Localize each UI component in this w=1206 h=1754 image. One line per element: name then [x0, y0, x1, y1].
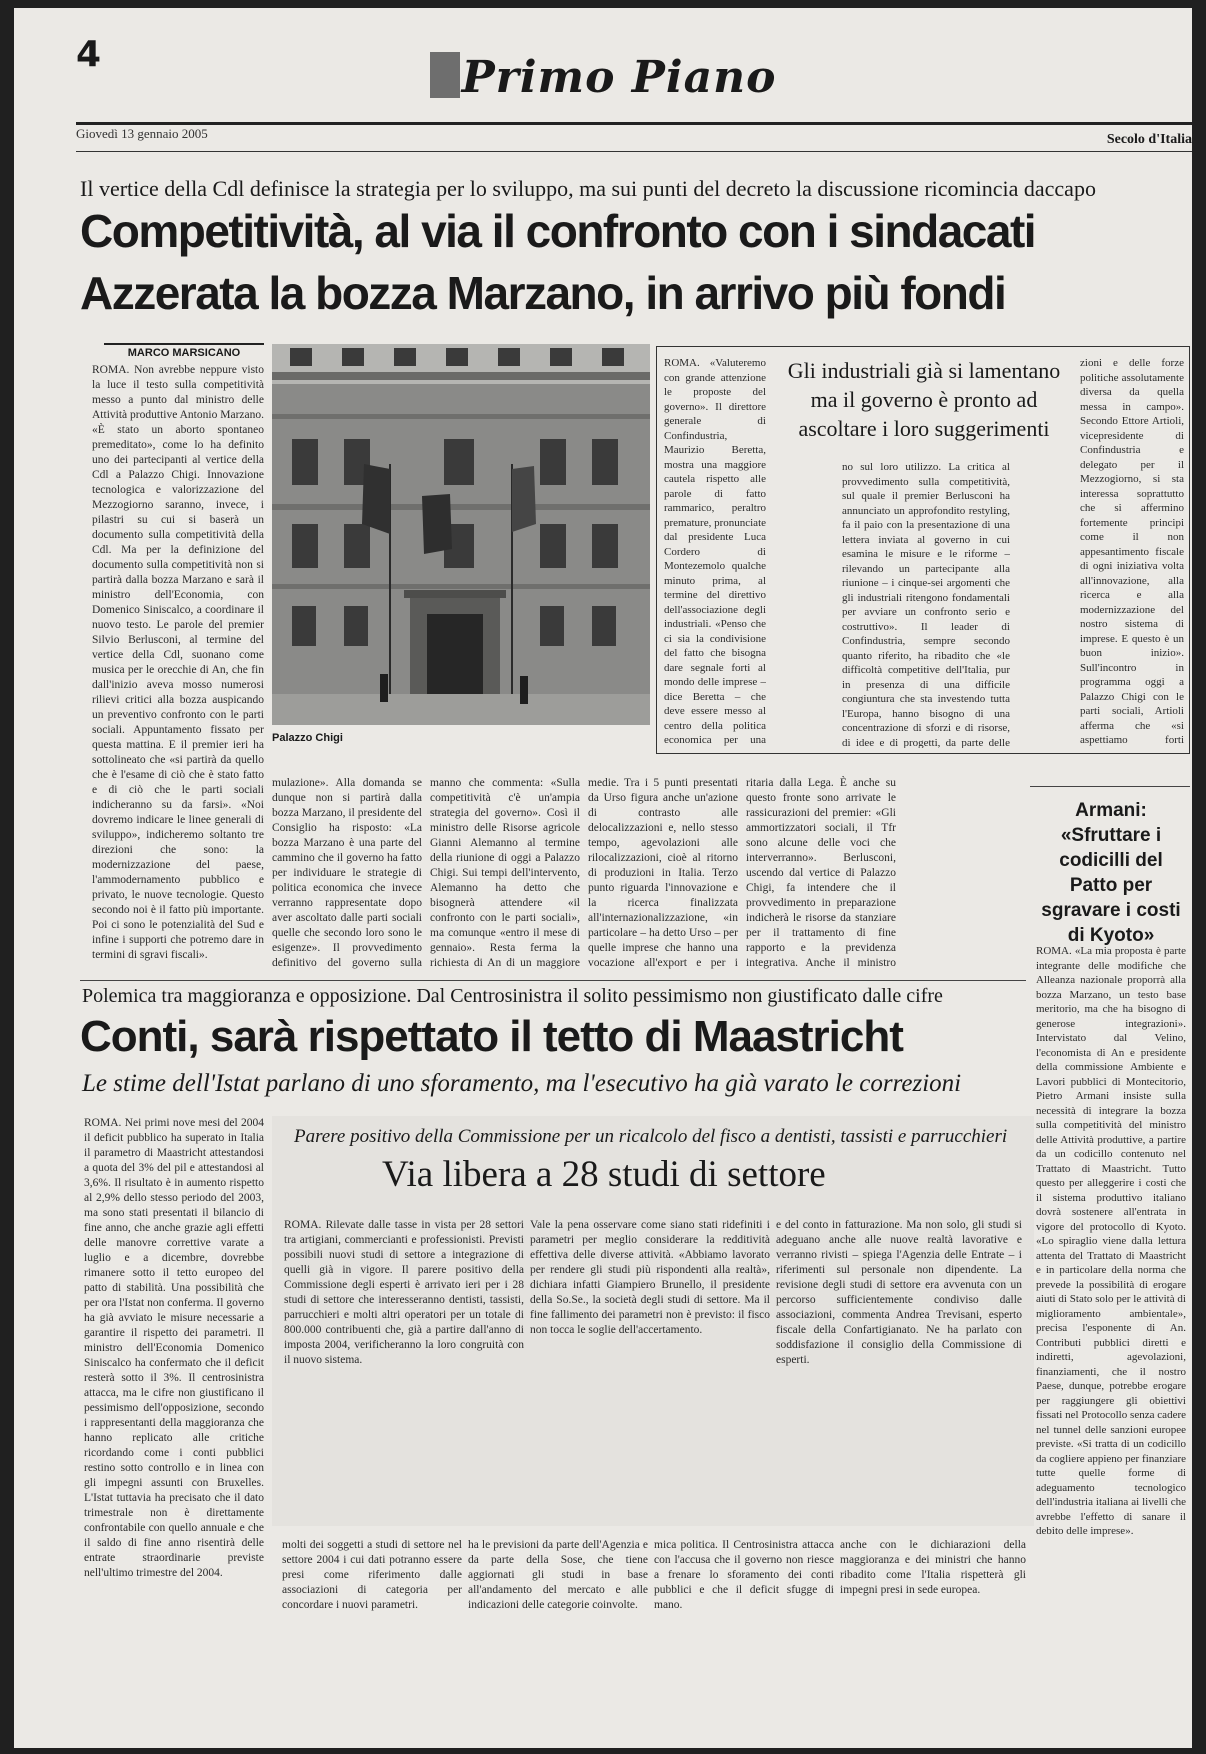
palazzo-chigi-photo	[272, 344, 650, 725]
industriali-headline: Gli industriali già si lamentano ma il governo è pronto ad ascoltare i loro suggerimenti	[787, 358, 1061, 441]
story1-column-4: medie. Tra i 5 punti presentati da Urso figura anche un'azione di contrasto alle delocalizzazioni e, nello stesso tempo, agevolazioni alle rilocalizzazioni, cioè al ritorno di produzioni in Italia. Terzo punto riguarda l'innovazione e la ricerca finalizzata all'internazionalizzazione, «in particolare – ha detto Urso – per quelle imprese che hanno una vocazione all'export e per i	[588, 777, 738, 969]
story1-column-5: ritaria dalla Lega. È anche su questo fronte sono arrivate le rassicurazioni del premier: «Gli ammortizzatori sociali, il Tfr sono alcune delle voci che interverranno». Berlusconi, uscendo dal vertice di Palazzo Chigi, fa intendere che il provvedimento in preparazione indicherà le risorse da stanziare per il trattamento di fine rapporto e la previdenza integrativa. Anche il ministro	[746, 777, 896, 969]
story1-headline-line2: Azzerata la bozza Marzano, in arrivo più fondi	[80, 267, 1006, 319]
story2-subheadline: Le stime dell'Istat parlano di uno sforamento, ma l'esecutivo ha già varato le correzioni	[82, 1070, 962, 1097]
industriali-column-1: ROMA. «Valuteremo con grande attenzione le proposte del governo». Il direttore generale di Confindustria, Maurizio Beretta, mostra una maggiore cautela rispetto alle parole di fatto rammarico, peraltro premature, pronunciate dal presidente Luca Cordero di Montezemolo qualche minuto prima, al termine del direttivo dell'associazione degli industriali. «Penso che ci sia la condivisione del fatto che bisogna dare segnale forti al mondo delle imprese – dice Beretta – che deve essere messo al centro della politica economica per una	[664, 357, 766, 746]
armani-headline: Armani: «Sfruttare i codicilli del Patto per sgravare i costi di Kyoto»	[1041, 800, 1181, 946]
story1-column-3: manno che commenta: «Sulla competitività c'è un'ampia strategia del governo». Così il ministro delle Risorse agricole Gianni Alemanno al termine della riunione di oggi a Palazzo Chigi. Sui tempi dell'intervento, Alemanno ha detto che bisognerà attendere «il confronto con le parti sociali», ma comunque «entro il mese di gennaio». Resta ferma la richiesta di An di un maggiore	[430, 777, 580, 969]
newspaper-page	[14, 8, 1192, 1748]
story1-headline-line1: Competitività, al via il confronto con i sindacati	[80, 205, 1036, 257]
story2-top-rule	[80, 980, 1026, 981]
masthead-logo-block	[430, 52, 460, 98]
story3-column-2: Vale la pena osservare come siano stati ridefiniti i parametri per meglio considerare la redditività effettiva delle diverse attività. «Abbiamo lavorato per rendere gli studi più rispondenti alla realtà», dichiara infatti Giampiero Brunello, il presidente della So.Se., la società degli studi di settore. Ma il fine fallimento dei parametri non è previsto: il fisco non tocca le soglie dell'accertamento.	[530, 1219, 770, 1336]
section-title: Primo Piano	[461, 52, 777, 103]
footer-column-1: molti dei soggetti a studi di settore nel settore 2004 i cui dati potranno essere presi come riferimento dalle associazioni di categoria per concordare i nuovi parametri.	[282, 1539, 462, 1611]
header-rule-thin	[76, 151, 1192, 152]
story1-byline: MARCO MARSICANO	[104, 343, 264, 359]
header-rule	[76, 122, 1192, 125]
newspaper-name: Secolo d'Italia	[1106, 132, 1192, 147]
footer-column-4: anche con le dichiarazioni della maggioranza e dei ministri che hanno ribadito come l'Italia rispetterà gli impegni presi in sede europea.	[840, 1539, 1026, 1596]
page-number: 4	[76, 34, 102, 75]
story1-column-2: mulazione». Alla domanda se dunque non si partirà dalla bozza Marzano, il presidente del Consiglio ha risposto: «La bozza Marzano è una parte del cammino che il governo ha fatto per individuare le strategie di politica economica che invece verranno rappresentate dopo aver ascoltato dalle parti sociali quelle che secondo loro sono le esigenze». Il provvedimento definitivo del governo sulla	[272, 777, 422, 969]
footer-column-2: ha le previsioni da parte dell'Agenzia e da parte della Sose, che tiene aggiornati gli studi in base all'andamento del mercato e alle indicazioni delle categorie coinvolte.	[468, 1539, 648, 1611]
story1-kicker: Il vertice della Cdl definisce la strategia per lo sviluppo, ma sui punti del decreto la discussione ricomincia daccapo	[80, 176, 1096, 201]
story3-kicker: Parere positivo della Commissione per un ricalcolo del fisco a dentisti, tassisti e parrucchieri	[294, 1126, 1008, 1147]
photo-caption: Palazzo Chigi	[272, 732, 343, 744]
industriali-column-3: zioni e delle forze politiche assolutamente diversa da quella messa in campo». Secondo Ettore Artioli, vicepresidente di Confindustria e delegato per il Mezzogiorno, si sta interessa soprattutto che si affermino fortemente principi come il non appesantimento fiscale di ogni iniziativa volta all'innovazione, alla ricerca e alla modernizzazione del nostro sistema di imprese. E questo è un buon inizio». Sull'incontro in programma oggi a Palazzo Chigi con le parti sociali, Artioli afferma che «si aspettiamo forti	[1080, 357, 1184, 746]
story3-headline: Via libera a 28 studi di settore	[382, 1154, 826, 1195]
palazzo-chigi-image	[272, 344, 650, 725]
story3-column-1: ROMA. Rilevate dalle tasse in vista per 28 settori tra artigiani, commercianti e professionisti. Previsti possibili nuovi studi di settore a integrazione di quelli già in vigore. Il parere positivo della Commissione degli esperti è arrivato ieri per i 28 studi di settore che interesseranno dentisti, tassisti, parrucchieri e molti altri operatori per un totale di 800.000 contribuenti che, già a partire dall'anno di imposta 2004, verificheranno la loro congruità con il nuovo sistema.	[284, 1219, 524, 1366]
armani-body: ROMA. «La mia proposta è parte integrante delle modifiche che Alleanza nazionale proporrà alla bozza Marzano, un testo base meritorio, ma che ha bisogno di generose integrazioni». Intervistato dal Velino, l'economista di An e presidente della commissione Ambiente e Lavori pubblici di Montecitorio, Pietro Armani insiste sulla necessità di integrare la bozza sulla competitività del ministro delle Attività produttive, a partire da un codicillo contenuto nel Trattato di Maastricht. Tutto questo per alleggerire i costi che il sistema produttivo italiano dovrà sostenere all'entrata in vigore del protocollo di Kyoto. «Lo spiraglio viene dalla lettura attenta del Trattato di Maastricht e in particolare della norma che prevede la possibilità di erogare aiuti di Stato solo per le attività di miglioramento ambientale», precisa l'esponente di An. Contributi pubblici diretti e indiretti, agevolazioni, finanziamenti, che il nostro Paese, dunque, potrebbe erogare per raggiungere gli obiettivi fissati nel Protocollo senza cadere nel tunnel delle sanzioni europee previste. «Si tratta di un codicillo da cogliere appieno per finanziare tutte quelle forme di adeguamento tecnologico dell'industria italiana ai livelli che avrebbe l'effetto di sanare il debito delle imprese».	[1036, 945, 1186, 1537]
issue-date: Giovedì 13 gennaio 2005	[76, 126, 208, 141]
industriali-column-2: no sul loro utilizzo. La critica al provvedimento sulla competitività, sul quale il premier Berlusconi ha annunciato un approfondito restyling, fa il paio con la presentazione di una lettera inviata al governo in cui esamina le misure e le riforme – rilevando un partecipante alla riunione – i cinque-sei argomenti che gli industriali ritengono fondamentali per avviare un confronto serio e costruttivo». Il leader di Confindustria, sempre secondo quanto riferito, ha ribadito che «le difficoltà competitive dell'Italia, pur in presenza di una difficile congiuntura che sta investendo tutta l'Europa, hanno bisogno di una concentrazione di sforzi e di risorse, di idee e di progetti, da parte delle	[842, 461, 1010, 748]
story3-column-3: e del conto in fatturazione. Ma non solo, gli studi si adeguano anche alle nuove realtà lavorative e verranno rivisti – spiega l'Agenzia delle Entrate – i riferimenti sul personale non dipendente. La revisione degli studi di settore era avvenuta con un percorso sufficientemente condiviso dalle associazioni, commenta Andrea Trevisani, esperto fiscale della Confartigianato. Ne ha parlato con soddisfazione il consiglio della Commissione di esperti.	[776, 1219, 1022, 1366]
story2-kicker: Polemica tra maggioranza e opposizione. Dal Centrosinistra il solito pessimismo non giustificato dalle cifre	[82, 985, 943, 1007]
section-masthead	[14, 52, 1192, 103]
story1-column-1: ROMA. Non avrebbe neppure visto la luce il testo sulla competitività messo a punto dal ministro delle Attività produttive Antonio Marzano. «È stato un aborto spontaneo premeditato», come lo ha definito uno dei partecipanti al vertice della Cdl a Palazzo Chigi. Innovazione tecnologica e valorizzazione del Mezzogiorno saranno, invece, i pilastri su cui si baserà un documento sulla competitività della Cdl. Ma per la definizione del documento sulla competitività non si partirà dalla bozza Marzano e sarà il ministro dell'Economia, con Domenico Siniscalco, a coordinare il nuovo testo. Le parole del premier Silvio Berlusconi, al termine del vertice della Cdl, suonano come musica per le orecchie di An, che fin dall'inizio aveva mosso numerosi rilievi critici alla bozza auspicando un preventivo confronto con le parti sociali. Appuntamento fissato per questa mattina. E il premier ieri ha sottolineato che «si partirà da quello che è l'esame di ciò che è stato fatto e di ciò che le parti sociali indicheranno su da farsi». «Noi dovremo indicare le linee generali di sviluppo», indicheremo soltanto tre direzioni che sono: la modernizzazione del paese, l'ammodernamento pubblico e privato, le nuove tecnologie. Questo secondo noi è il fatto più importante. Poi ci sono le potenzialità del Sud e infine i supporti che potremo dare in termini di sgravi fiscali».	[92, 364, 264, 961]
story2-headline: Conti, sarà rispettato il tetto di Maastricht	[80, 1012, 903, 1061]
footer-column-3: mica politica. Il Centrosinistra attacca con l'accusa che il governo non riesce a frenare lo sforamento dei conti pubblici e che il deficit sfugge di mano.	[654, 1539, 834, 1611]
story2-body: ROMA. Nei primi nove mesi del 2004 il deficit pubblico ha superato in Italia il parametro di Maastricht attestandosi a quota del 3% del pil e attestandosi al 3,6%. Il risultato è in aumento rispetto al 2,9% dello stesso periodo del 2003, ma sono stati presentati il bilancio di fine anno, che anche grazie agli effetti delle manovre correttive varate a luglio e a dicembre, dovrebbe rimanere sotto il tetto europeo del patto di stabilità. Una possibilità che per ora l'Istat non conferma. Il governo ha già avviato le misure necessarie a garantire il rispetto dei parametri. Il ministro dell'Economia Domenico Siniscalco ha confermato che il deficit resterà sotto il 3%. Il centrosinistra attacca, ma le cifre non giustificano il pessimismo dell'opposizione, secondo i rappresentanti della maggioranza che hanno replicato alle critiche ricordando come i conti pubblici restino sotto controllo e in linea con gli impegni assunti con Bruxelles. L'Istat tuttavia ha precisato che il dato trimestrale non è direttamente confrontabile con quello annuale e che il saldo di fine anno risentirà delle entrate straordinarie previste nell'ultimo trimestre del 2004.	[84, 1117, 264, 1579]
armani-rule	[1030, 786, 1190, 787]
